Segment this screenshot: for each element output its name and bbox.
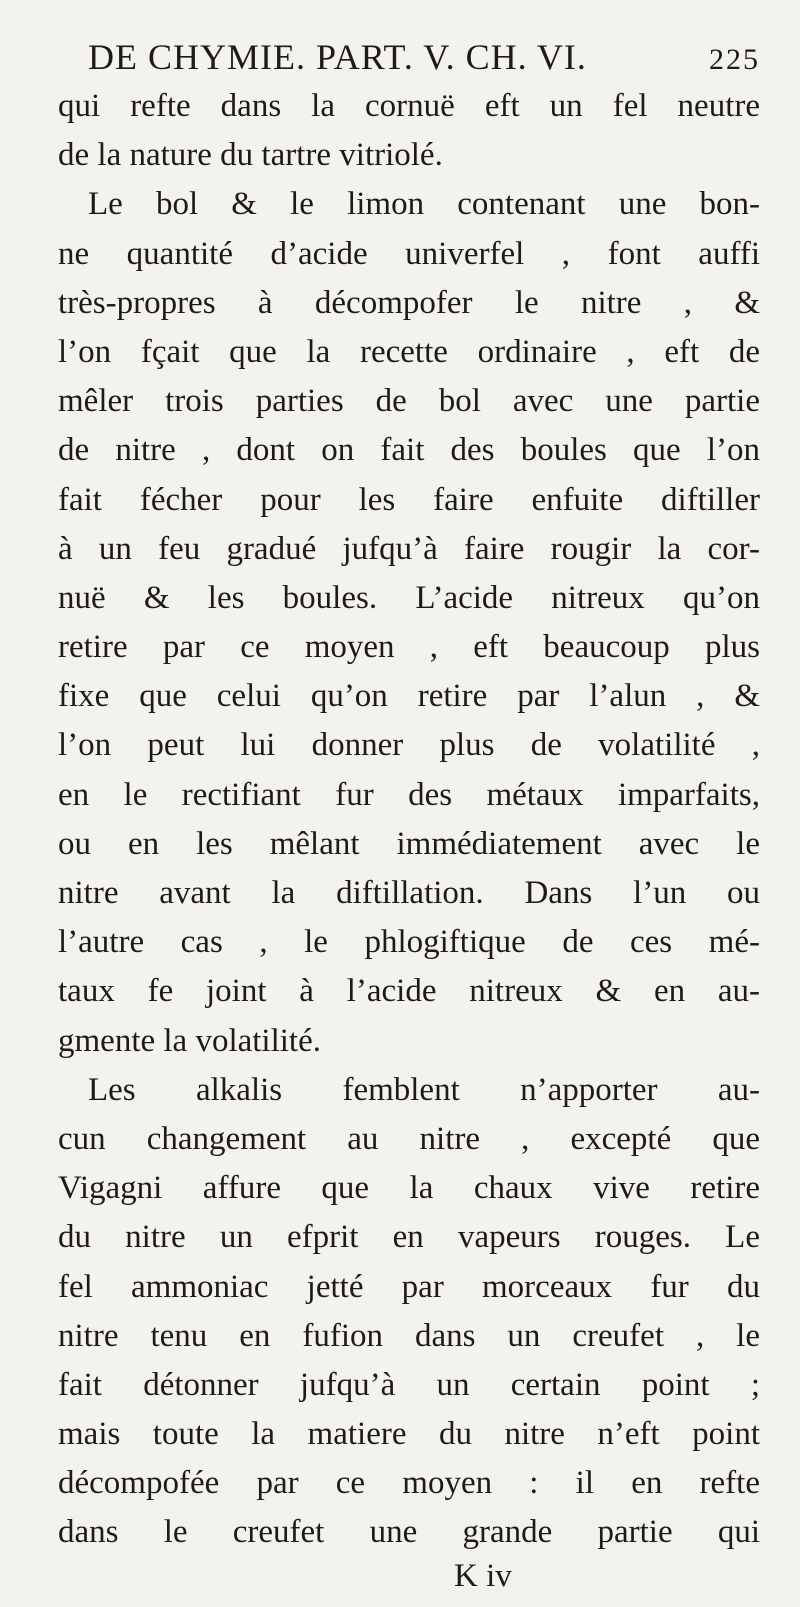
body-text bbox=[58, 82, 760, 1558]
text-line: dans le creufet une grande partie qui bbox=[58, 1514, 760, 1551]
text-line: l’autre cas , le phlogiftique de ces mé- bbox=[58, 924, 760, 961]
text-line: nuë & les boules. L’acide nitreux qu’on bbox=[58, 579, 760, 616]
text-line: du nitre un efprit en vapeurs rouges. Le bbox=[58, 1219, 760, 1256]
text-line: retire par ce moyen , eft beaucoup plus bbox=[58, 629, 760, 666]
text-line: gmente la volatilité. bbox=[58, 1022, 322, 1059]
text-line: fait fécher pour les faire enfuite diftiller bbox=[58, 481, 760, 518]
text-line: nitre avant la diftillation. Dans l’un ou bbox=[58, 875, 760, 911]
running-title: DE CHYMIE. PART. V. CH. VI. bbox=[88, 37, 587, 77]
text-line: fixe que celui qu’on retire par l’alun , & bbox=[58, 678, 760, 715]
text-line: Vigagni affure que la chaux vive retire bbox=[58, 1170, 760, 1207]
text-line: de nitre , dont on fait des boules que l’on bbox=[58, 432, 760, 469]
text-line: nitre tenu en fufion dans un creufet , le bbox=[58, 1317, 760, 1354]
text-line: Les alkalis femblent n’apporter au- bbox=[88, 1071, 760, 1108]
text-line: à un feu gradué jufqu’à faire rougir la cor- bbox=[58, 530, 760, 567]
text-line: de la nature du tartre vitriolé. bbox=[58, 137, 443, 174]
text-line: ou en les mêlant immédiatement avec le bbox=[58, 825, 760, 862]
text-line: Le bol & le limon contenant une bon- bbox=[88, 186, 760, 223]
page-footer bbox=[58, 1558, 760, 1607]
text-line: mais toute la matiere du nitre n’eft point bbox=[58, 1416, 760, 1453]
signature-mark: K iv bbox=[454, 1557, 512, 1594]
text-line: qui refte dans la cornuë eft un fel neutre bbox=[58, 88, 760, 124]
text-line: cun changement au nitre , excepté que bbox=[58, 1120, 760, 1157]
text-line: mêler trois parties de bol avec une partie bbox=[58, 383, 760, 420]
text-line: ne quantité d’acide univerfel , font auffi bbox=[58, 235, 760, 272]
text-line: l’on peut lui donner plus de volatilité , bbox=[58, 727, 760, 764]
text-line: l’on fçait que la recette ordinaire , eft de bbox=[58, 333, 760, 370]
page-number: 225 bbox=[709, 43, 760, 76]
text-line: très-propres à décompofer le nitre , & bbox=[58, 284, 760, 321]
text-line: fel ammoniac jetté par morceaux fur du bbox=[58, 1268, 760, 1305]
text-line: en le rectifiant fur des métaux imparfaits, bbox=[58, 776, 760, 813]
text-line: taux fe joint à l’acide nitreux & en au- bbox=[58, 973, 760, 1010]
text-line: décompofée par ce moyen : il en refte bbox=[58, 1465, 760, 1502]
running-head bbox=[58, 36, 760, 82]
text-line: fait détonner jufqu’à un certain point ; bbox=[58, 1366, 760, 1403]
